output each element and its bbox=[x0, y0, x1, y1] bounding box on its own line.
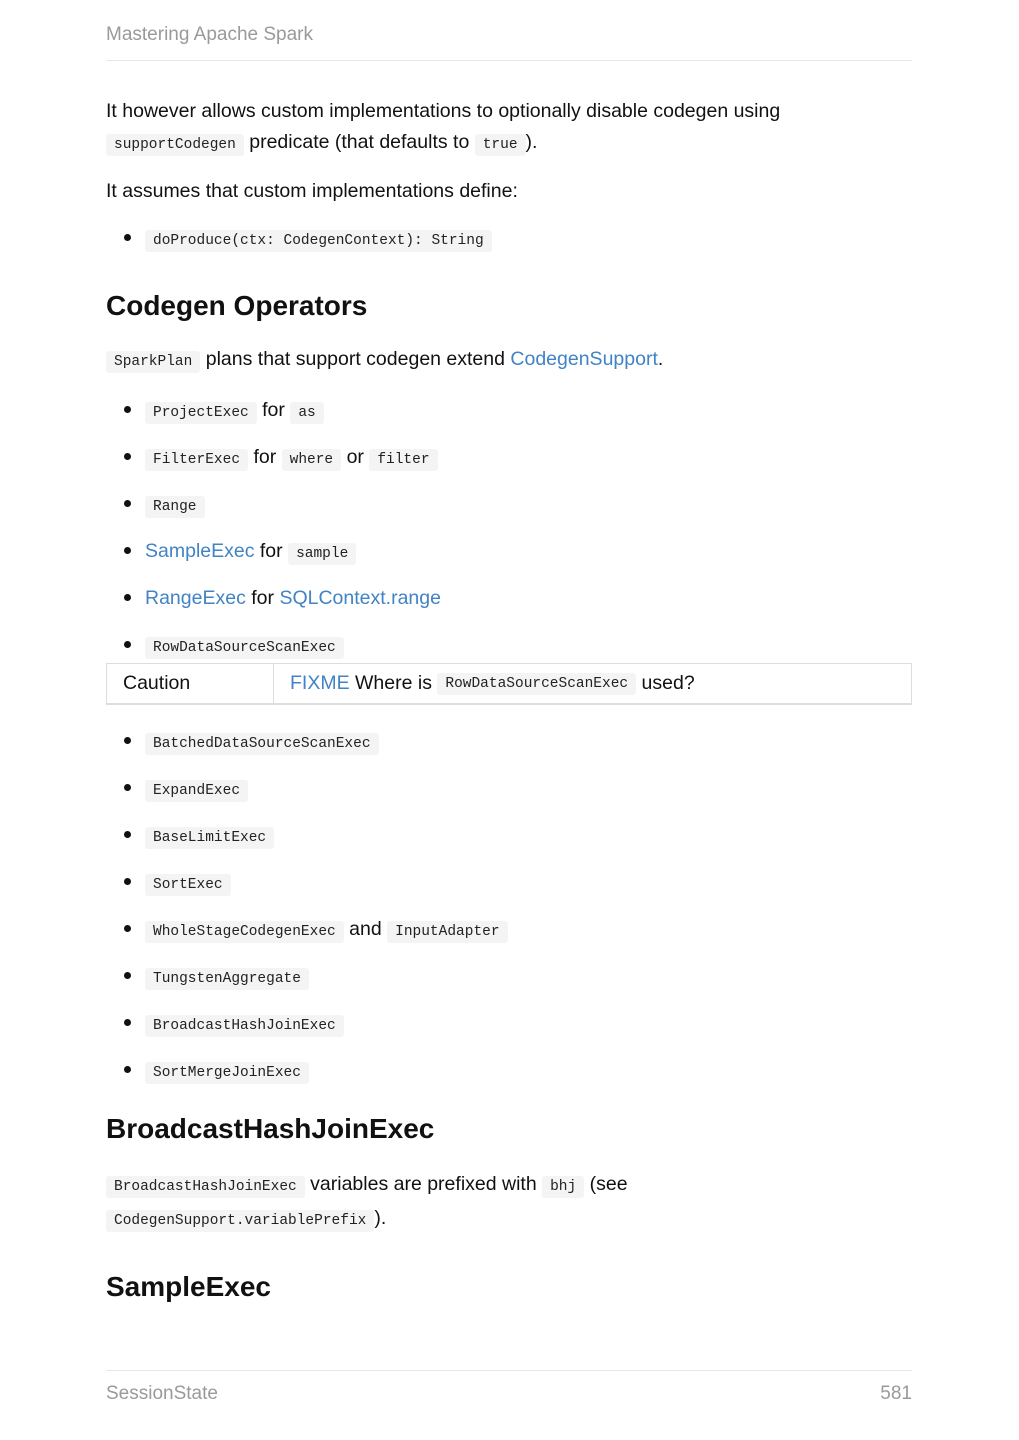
code-true: true bbox=[475, 134, 526, 156]
bullet-icon bbox=[124, 594, 131, 601]
link-codegensupport[interactable]: CodegenSupport bbox=[510, 348, 658, 370]
lead-end: . bbox=[657, 348, 664, 370]
list-item-rangeexec bbox=[106, 583, 912, 630]
caution-label: Caution bbox=[107, 664, 274, 703]
item-text: for bbox=[259, 540, 283, 562]
code-wholestagecodegenexec: WholeStageCodegenExec bbox=[145, 921, 344, 943]
list-item-sortmergejoinexec bbox=[106, 1055, 912, 1102]
bullet-icon bbox=[124, 878, 131, 885]
running-footer bbox=[106, 1370, 912, 1405]
caution-text: Where is bbox=[355, 672, 432, 694]
link-rangeexec[interactable]: RangeExec bbox=[145, 587, 246, 609]
link-fixme[interactable]: FIXME bbox=[290, 672, 350, 694]
code-expandexec: ExpandExec bbox=[145, 780, 248, 802]
heading-broadcasthashjoinexec: BroadcastHashJoinExec bbox=[106, 1113, 435, 1144]
code-projectexec: ProjectExec bbox=[145, 402, 257, 424]
list-item-projectexec bbox=[106, 395, 912, 442]
bhj-text-3: ). bbox=[374, 1207, 387, 1229]
bullet-icon bbox=[124, 547, 131, 554]
intro-text-2: predicate (that defaults to bbox=[249, 131, 470, 153]
list-item-range bbox=[106, 489, 912, 536]
list-item-baselimitexec bbox=[106, 820, 912, 867]
list-item bbox=[106, 223, 912, 256]
list-item-expandexec bbox=[106, 773, 912, 820]
bullet-icon bbox=[124, 737, 131, 744]
bullet-icon bbox=[124, 641, 131, 648]
code-rowdatasourcescanexec-2: RowDataSourceScanExec bbox=[437, 673, 636, 695]
bullet-icon bbox=[124, 784, 131, 791]
item-text: for bbox=[251, 587, 275, 609]
code-sample: sample bbox=[288, 543, 356, 565]
code-filter: filter bbox=[369, 449, 437, 471]
item-text: for bbox=[262, 399, 285, 421]
code-doproduce: doProduce(ctx: CodegenContext): String bbox=[145, 230, 492, 252]
lead-text: plans that support codegen extend bbox=[205, 348, 505, 370]
code-broadcasthashjoinexec: BroadcastHashJoinExec bbox=[145, 1015, 344, 1037]
bullet-icon bbox=[124, 453, 131, 460]
book-title: Mastering Apache Spark bbox=[106, 24, 314, 45]
item-text-2: or bbox=[346, 446, 364, 468]
heading-codegen-operators: Codegen Operators bbox=[106, 290, 368, 321]
code-rowdatasourcescanexec: RowDataSourceScanExec bbox=[145, 637, 344, 659]
code-baselimitexec: BaseLimitExec bbox=[145, 827, 274, 849]
caution-text-2: used? bbox=[641, 672, 695, 694]
code-bhj: bhj bbox=[542, 1176, 584, 1198]
bullet-icon bbox=[124, 234, 131, 241]
code-range: Range bbox=[145, 496, 205, 518]
page-number: 581 bbox=[880, 1383, 912, 1404]
code-batcheddatasourcescanexec: BatchedDataSourceScanExec bbox=[145, 733, 379, 755]
list-item-sampleexec bbox=[106, 536, 912, 583]
list-item-batcheddatasourcescanexec bbox=[106, 726, 912, 773]
list-item-tungstenaggregate bbox=[106, 961, 912, 1008]
code-where: where bbox=[282, 449, 342, 471]
bhj-paragraph bbox=[106, 1169, 912, 1237]
code-broadcasthashjoinexec-2: BroadcastHashJoinExec bbox=[106, 1176, 305, 1198]
list-item-rowdatasourcescanexec bbox=[106, 630, 912, 663]
item-text: and bbox=[349, 918, 382, 940]
code-as: as bbox=[290, 402, 323, 424]
footer-section: SessionState bbox=[106, 1383, 218, 1404]
bullet-icon bbox=[124, 831, 131, 838]
bullet-icon bbox=[124, 1066, 131, 1073]
code-variableprefix: CodegenSupport.variablePrefix bbox=[106, 1210, 374, 1232]
codegen-lead-paragraph bbox=[106, 344, 912, 378]
define-list bbox=[106, 223, 912, 256]
bullet-icon bbox=[124, 500, 131, 507]
code-sortmergejoinexec: SortMergeJoinExec bbox=[145, 1062, 309, 1084]
bhj-text: variables are prefixed with bbox=[310, 1173, 537, 1195]
bullet-icon bbox=[124, 925, 131, 932]
bullet-icon bbox=[124, 1019, 131, 1026]
code-sortexec: SortExec bbox=[145, 874, 231, 896]
intro-text-3: ). bbox=[525, 131, 538, 153]
bhj-text-2: (see bbox=[589, 1173, 628, 1195]
operators-list bbox=[106, 395, 912, 663]
item-text: for bbox=[253, 446, 277, 468]
heading-sampleexec: SampleExec bbox=[106, 1271, 271, 1302]
link-sampleexec[interactable]: SampleExec bbox=[145, 540, 255, 562]
link-sqlcontext-range[interactable]: SQLContext.range bbox=[279, 587, 441, 609]
page-content bbox=[106, 96, 912, 1303]
caution-body bbox=[274, 664, 695, 703]
bullet-icon bbox=[124, 972, 131, 979]
list-item-broadcasthashjoinexec bbox=[106, 1008, 912, 1055]
running-header bbox=[106, 24, 912, 61]
code-inputadapter: InputAdapter bbox=[387, 921, 507, 943]
intro-text: It however allows custom implementations to optionally disable codegen using bbox=[106, 100, 781, 122]
intro-paragraph-2: It assumes that custom implementations define: bbox=[106, 180, 518, 202]
list-item-wholestagecodegenexec bbox=[106, 914, 912, 961]
intro-paragraph-1 bbox=[106, 96, 912, 161]
list-item-sortexec bbox=[106, 867, 912, 914]
code-filterexec: FilterExec bbox=[145, 449, 248, 471]
bullet-icon bbox=[124, 406, 131, 413]
operators-list-2 bbox=[106, 726, 912, 1102]
code-tungstenaggregate: TungstenAggregate bbox=[145, 968, 309, 990]
code-sparkplan: SparkPlan bbox=[106, 351, 200, 373]
list-item-filterexec bbox=[106, 442, 912, 489]
caution-admonition bbox=[106, 663, 912, 705]
code-supportcodegen: supportCodegen bbox=[106, 134, 244, 156]
